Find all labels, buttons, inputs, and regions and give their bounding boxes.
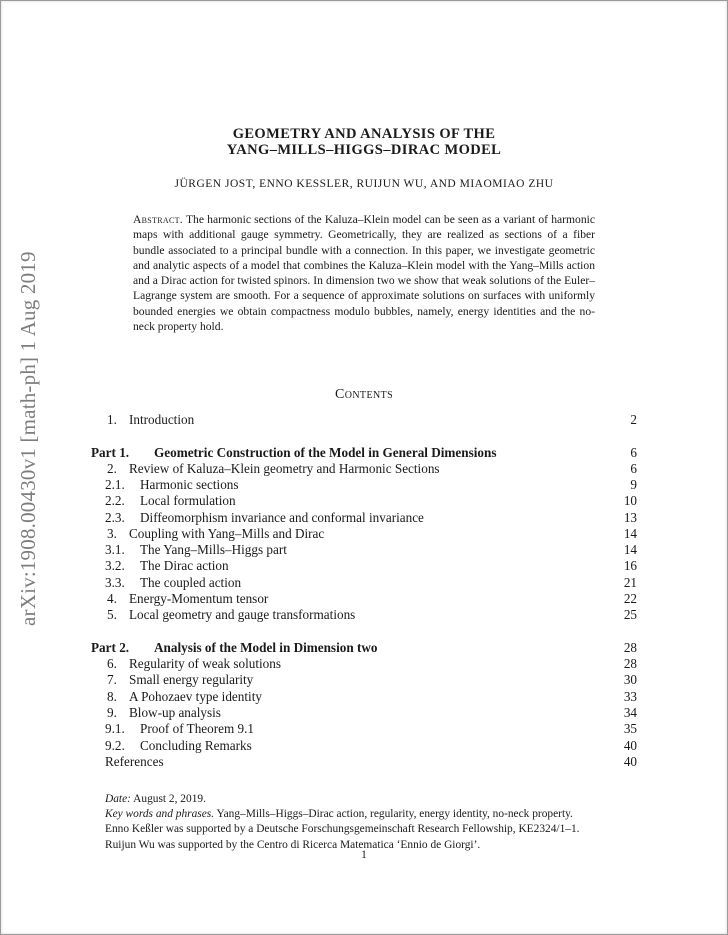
footnote-funding-2: Ruijun Wu was supported by the Centro di Ricerca Matematica ‘Ennio de Giorgi’. — [105, 838, 481, 851]
toc-title: Concluding Remarks — [140, 738, 252, 753]
toc-number: 1. — [107, 412, 117, 427]
paper-title-line-1: GEOMETRY AND ANALYSIS OF THE — [232, 126, 496, 142]
toc-entry[interactable] — [91, 412, 637, 428]
toc-page: 30 — [623, 672, 637, 687]
toc-page: 6 — [630, 445, 637, 460]
toc-number: 5. — [107, 607, 117, 622]
toc-title: The coupled action — [140, 575, 242, 590]
toc-title: Introduction — [129, 412, 195, 427]
toc-page: 33 — [623, 689, 637, 704]
toc-page: 40 — [623, 738, 637, 753]
toc-entry[interactable] — [91, 461, 637, 477]
toc-page: 28 — [623, 640, 637, 655]
toc-title: A Pohozaev type identity — [129, 689, 262, 704]
toc-number: 3. — [107, 526, 117, 541]
toc-title: The Dirac action — [140, 558, 229, 573]
toc-title: Review of Kaluza–Klein geometry and Harmonic Sections — [129, 461, 440, 476]
toc-number: 3.3. — [105, 575, 125, 590]
toc-page: 28 — [623, 656, 637, 671]
toc-title: Geometric Construction of the Model in General Dimensions — [154, 445, 497, 460]
toc-title: Energy-Momentum tensor — [129, 591, 269, 606]
toc-page: 35 — [623, 721, 637, 736]
toc-page: 21 — [623, 575, 637, 590]
arxiv-stamp[interactable]: arXiv:1908.00430v1 [math-ph] 1 Aug 2019 — [16, 251, 40, 626]
toc-entry[interactable] — [91, 754, 637, 770]
date-value: August 2, 2019. — [133, 793, 206, 805]
toc-entry[interactable] — [91, 591, 637, 607]
toc-title: Small energy regularity — [129, 672, 254, 687]
toc-number: 8. — [107, 689, 117, 704]
toc-entry[interactable] — [91, 721, 637, 737]
page-number: 1 — [361, 849, 367, 861]
toc-entry[interactable] — [91, 607, 637, 623]
toc-number: 3.1. — [105, 542, 125, 557]
date-label: Date: — [105, 793, 131, 805]
toc-number: 6. — [107, 656, 117, 671]
toc-page: 16 — [623, 558, 637, 573]
toc-title: Local geometry and gauge transformations — [129, 607, 356, 622]
toc-page: 6 — [630, 461, 637, 476]
author-list: JÜRGEN JOST, ENNO KESSLER, RUIJUN WU, AND MIAOMIAO ZHU — [174, 178, 554, 190]
toc-title: Blow-up analysis — [129, 705, 221, 720]
toc-entry[interactable] — [91, 526, 637, 542]
footnote-funding-1: Enno Keßler was supported by a Deutsche Forschungsgemeinschaft Research Fellowship, KE2324/1–1. — [105, 823, 580, 836]
abstract-label: Abstract. — [133, 213, 183, 226]
toc-title: Analysis of the Model in Dimension two — [154, 640, 378, 655]
toc-number: 9.1. — [105, 721, 125, 736]
toc-entry[interactable] — [91, 542, 637, 558]
toc-part-entry[interactable] — [91, 445, 637, 461]
toc-entry[interactable] — [91, 705, 637, 721]
toc-number: 2. — [107, 461, 117, 476]
footnote-keywords — [105, 807, 635, 822]
toc-number: 2.3. — [105, 510, 125, 525]
toc-title: References — [105, 754, 164, 769]
toc-number: Part 1. — [91, 445, 130, 460]
abstract-text: The harmonic sections of the Kaluza–Klein model can be seen as a variant of harmonic maps with additional gauge symmetry. Geometrically, they are realized as sections of a fiber bundle associated to a principal bundle with a connection. In this paper, we investigate geometric and analytic aspects of a model that combines the Kaluza–Klein model with the Yang–Mills action and a Dirac action for twisted spinors. In dimension two we show that weak solutions of the Euler–Lagrange system are smooth. For a sequence of approximate solutions on surfaces with uniformly bounded energies we obtain compactness modulo bubbles, namely, energy identities and the no-neck property hold. — [133, 213, 595, 334]
toc-entry[interactable] — [91, 558, 637, 574]
toc-entry[interactable] — [91, 689, 637, 705]
keywords-label: Key words and phrases. — [105, 808, 215, 821]
toc-title: Coupling with Yang–Mills and Dirac — [129, 526, 325, 541]
toc-title: Diffeomorphism invariance and conformal invariance — [140, 510, 424, 525]
toc-title: The Yang–Mills–Higgs part — [140, 542, 287, 557]
toc-page: 40 — [623, 754, 637, 769]
toc-page: 34 — [623, 705, 637, 720]
footnotes — [105, 792, 635, 853]
toc-entry[interactable] — [91, 656, 637, 672]
toc-number: 3.2. — [105, 558, 125, 573]
toc-entry[interactable] — [91, 477, 637, 493]
toc-entry[interactable] — [91, 493, 637, 509]
toc-part-entry[interactable] — [91, 640, 637, 656]
keywords-value: Yang–Mills–Higgs–Dirac action, regularity, energy identity, no-neck property. — [216, 808, 573, 821]
toc-entry[interactable] — [91, 672, 637, 688]
toc-title: Harmonic sections — [140, 477, 239, 492]
toc-title: Regularity of weak solutions — [129, 656, 281, 671]
toc-title: Proof of Theorem 9.1 — [140, 721, 255, 736]
toc-page: 25 — [623, 607, 637, 622]
toc-page: 22 — [623, 591, 637, 606]
toc-page: 14 — [623, 526, 637, 541]
toc-page: 13 — [623, 510, 637, 525]
footnote-date — [105, 792, 635, 807]
toc-page: 9 — [630, 477, 637, 492]
toc-page: 10 — [623, 493, 637, 508]
toc-number: 9.2. — [105, 738, 125, 753]
toc-page: 14 — [623, 542, 637, 557]
toc-entry[interactable] — [91, 738, 637, 754]
toc-entry[interactable] — [91, 510, 637, 526]
toc-entry[interactable] — [91, 575, 637, 591]
paper-title-line-2: YANG–MILLS–HIGGS–DIRAC MODEL — [226, 142, 502, 158]
toc-page: 2 — [630, 412, 637, 427]
toc-number: 4. — [107, 591, 117, 606]
abstract — [133, 212, 595, 334]
toc-title: Local formulation — [140, 493, 236, 508]
toc-number: 2.2. — [105, 493, 125, 508]
toc-number: Part 2. — [91, 640, 130, 655]
toc-number: 7. — [107, 672, 117, 687]
toc-number: 2.1. — [105, 477, 125, 492]
contents-heading: Contents — [334, 387, 394, 402]
toc-number: 9. — [107, 705, 117, 720]
